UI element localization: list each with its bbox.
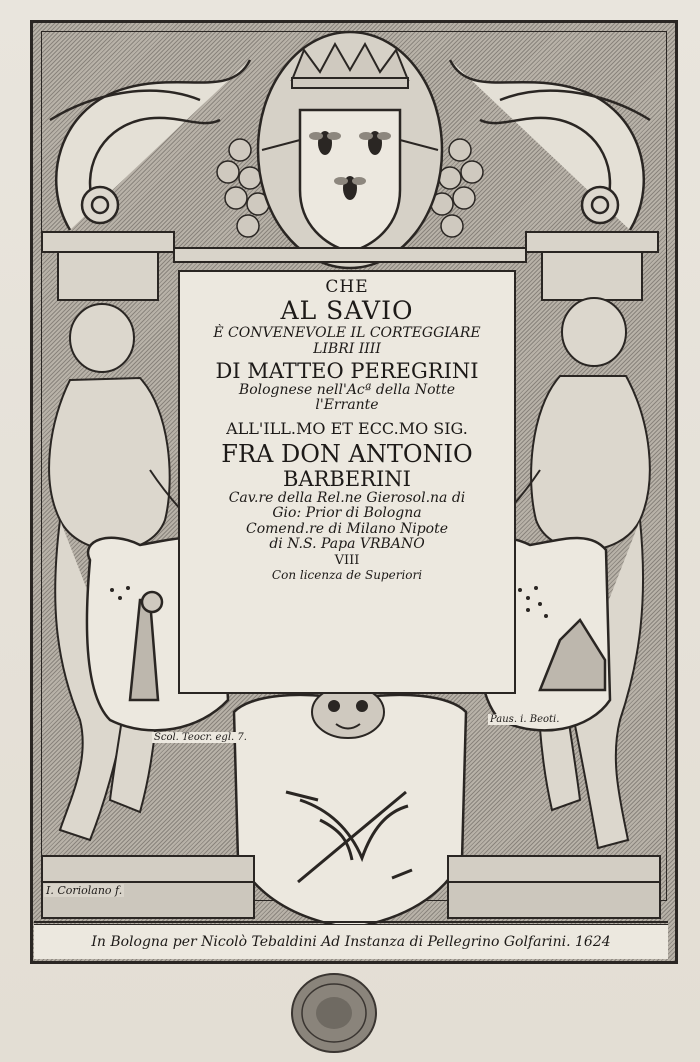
title-barberini: BARBERINI	[283, 466, 411, 491]
title-convenevole: È CONVENEVOLE IL CORTEGGIARE	[213, 325, 481, 342]
scroll-ornament-right	[450, 60, 650, 230]
title-cavaliere: Cav.re della Rel.ne Gierosol.na di	[228, 489, 466, 506]
title-dedication: ALL'ILL.MO ET ECC.MO SIG.	[226, 418, 468, 438]
library-stamp-icon	[288, 970, 380, 1056]
cartouche-label-right: Paus. i. Beoti.	[490, 714, 560, 725]
title-author: DI MATTEO PEREGRINI	[215, 358, 479, 383]
engraver-signature: I. Coriolano f.	[46, 884, 123, 897]
cartouche-label-left: Scol. Teocr. egl. 7.	[154, 732, 247, 743]
title-commendatore: Comend.re di Milano Nipote	[245, 520, 448, 537]
title-bolognese: Bolognese nell'Acª della Notte	[238, 382, 456, 399]
scroll-ornament-left	[50, 60, 250, 230]
title-libri: LIBRI IIII	[313, 340, 381, 357]
title-errante: l'Errante	[315, 397, 379, 414]
title-viii: VIII	[334, 553, 360, 569]
title-licenza: Con licenza de Superiori	[271, 567, 423, 582]
title-fra-don: FRA DON ANTONIO	[221, 440, 473, 469]
title-nipote: di N.S. Papa VRBANO	[269, 536, 425, 553]
title-prior: Gio: Prior di Bologna	[272, 505, 422, 522]
title-tablet	[178, 270, 516, 694]
imprint-line: In Bologna per Nicolò Tebaldini Ad Instanza di Pellegrino Golfarini. 1624	[34, 924, 668, 959]
title-che: CHE	[325, 277, 369, 297]
coat-of-arms	[258, 32, 442, 268]
title-al-savio: AL SAVIO	[280, 295, 414, 325]
